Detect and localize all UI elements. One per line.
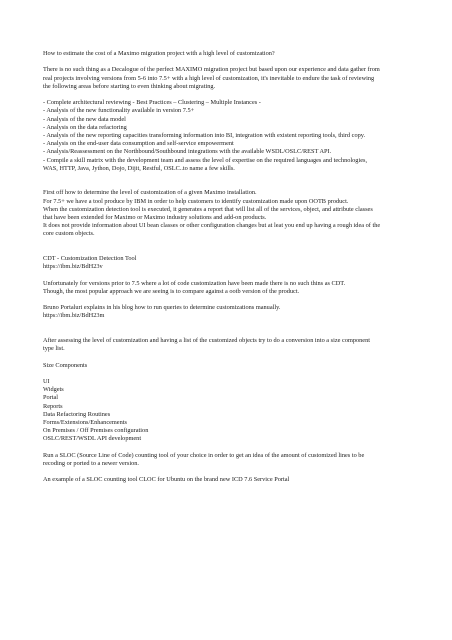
text-line: When the customization detection tool is executed, it generates a report that will list all of the services, object, and attribute classes [43,205,373,213]
text-line: type list. [43,345,65,353]
text-line: WAS, HTTP, Java, Jython, Dojo, Dijit, Restful, OSLC..to name a few skills. [43,164,235,172]
text-line: - Analysis of the new functionality available in version 7.5+ [43,107,195,115]
text-line: Unfortunately for versions prior to 7.5 where a lot of code customization have been made there is no such thins as CDT. [43,279,346,287]
text-line: - Analysis on the data refactoring [43,123,127,131]
text-line: the following areas before starting to even thinking about migrating. [43,82,216,90]
paragraph-spacer [43,58,411,66]
text-line: UI [43,377,50,385]
paragraph [43,255,411,271]
text-line: - Analysis of the new reporting capacities transforming information into BI, integration with existent reporting tools, third copy. [43,132,366,139]
text-line: Portal [43,394,59,402]
paragraph-spacer [43,353,411,361]
text-line: There is no such thing as a Decalogue of the perfect MAXIMO migration project but based upon our experience and data gather from [43,66,380,74]
text-line: - Analysis of the new data model [43,115,126,123]
text-line: It does not provide information about UI bean classes or other configuration changes but at leat you end up having a rough idea of the [43,222,381,230]
paragraph [43,50,411,58]
text-line: For 7.5+ we have a tool produce by IBM in order to help customers to identify customization made upon OOTB product. [43,197,349,205]
text-line: Size Components [43,361,88,369]
paragraph [43,189,411,238]
paragraph [43,66,411,91]
document-body [43,50,411,485]
link-text[interactable]: https://ibm.biz/BdH23v [43,263,103,271]
text-line: core custom objects. [43,230,95,238]
text-line: Though, the most popular approach we are seeing is to compare against a ootb version of the product. [43,287,300,295]
text-line: How to estimate the cost of a Maximo migration project with a high level of customization? [43,50,275,57]
text-line: Bruno Portaluri explains in his blog how to run queries to determine customizations manually. [43,304,281,312]
text-line: recoding or ported to a newer version. [43,460,139,467]
paragraph-spacer [43,321,411,337]
text-line: - Analysis/Reassessment on the Northbound/Southbound integrations with the available WSDL/OSLC/REST API. [43,148,332,156]
paragraph [43,378,411,444]
paragraph-spacer [43,444,411,452]
paragraph-spacer [43,271,411,279]
text-line: - Compile a skill matrix with the development team and assess the level of expertise on the required languages and technologies, [43,156,368,164]
text-line: Forms/Extensions/Enhancements [43,419,127,426]
text-line: Widgets [43,386,64,394]
paragraph [43,362,411,370]
paragraph-spacer [43,91,411,99]
text-line: On Premises / Off Premises configuration [43,427,149,435]
paragraph-spacer [43,468,411,476]
text-line: Data Refactoring Routines [43,410,111,418]
text-line: After assessing the level of customization and having a list of the customized objects try to do a conversion into a size component [43,337,371,344]
paragraph [43,476,411,484]
text-line: CDT - Customization Detection Tool [43,255,137,263]
text-line: OSLC/REST/WSDL API development [43,435,142,443]
paragraph [43,452,411,468]
paragraph [43,304,411,320]
text-line: - Analysis on the end-user data consumption and self-service empowerment [43,140,234,148]
paragraph-spacer [43,296,411,304]
text-line: that have been extended for Maximo or Maximo industry solutions and add-on products. [43,214,267,222]
text-line: An example of a SLOC counting tool CLOC for Ubuntu on the brand new ICD 7.6 Service Portal [43,476,290,484]
text-line: - Complete architectural reviewing - Best Practices – Clustering – Multiple Instances - [43,99,261,107]
paragraph-spacer [43,370,411,378]
paragraph [43,280,411,296]
paragraph-spacer [43,239,411,255]
text-line: Reports [43,402,63,410]
link-text[interactable]: https://ibm.biz/BdH23m [43,312,105,320]
text-line: real projects involving versions from 5-6 into 7.5+ with a high level of customization, it's inevitable to endure the task of reviewing [43,74,375,82]
text-line: Run a SLOC (Source Line of Code) counting tool of your choice in order to get an idea of the amount of customized lines to be [43,451,365,459]
paragraph-spacer [43,173,411,189]
paragraph [43,99,411,173]
text-line: First off how to determine the level of customization of a given Maximo installation. [43,189,257,197]
paragraph [43,337,411,353]
